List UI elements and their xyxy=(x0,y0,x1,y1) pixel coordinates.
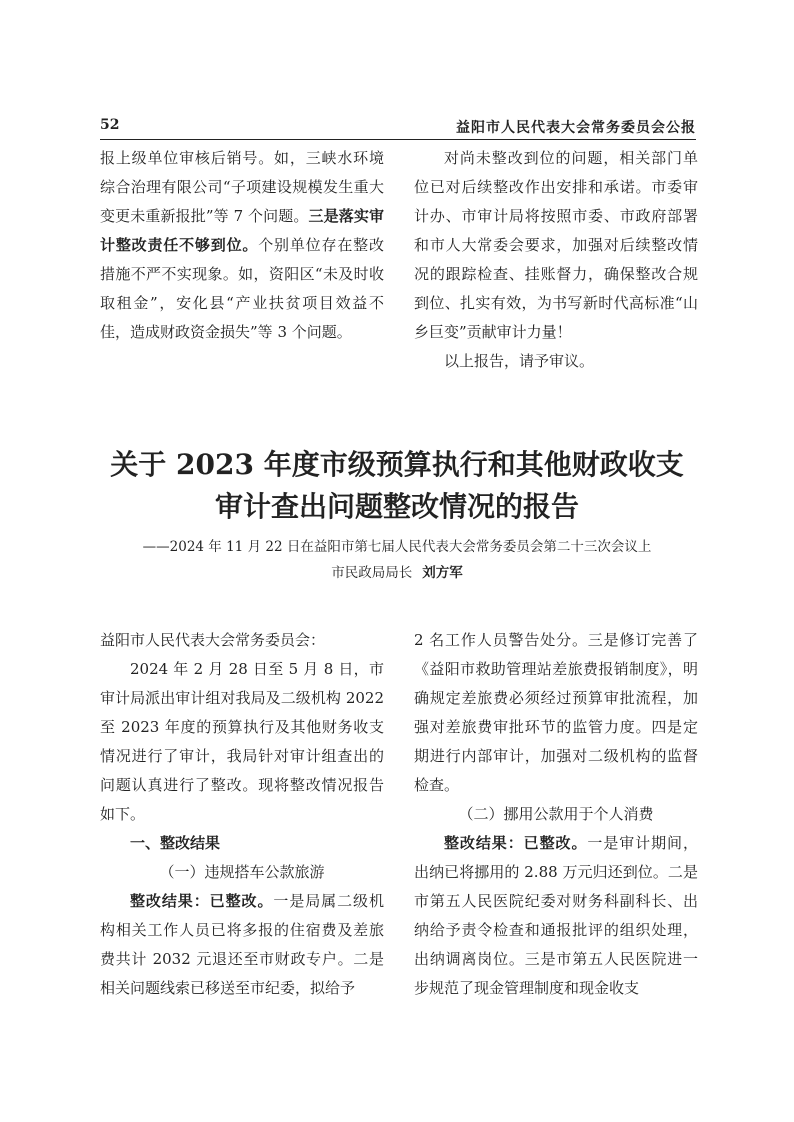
publication-name: 益阳市人民代表大会常务委员会公报 xyxy=(456,120,696,136)
section-heading: 一、整改结果 xyxy=(130,835,221,852)
article-subtitle: ——2024 年 11 月 22 日在益阳市第七届人民代表大会常务委员会第二十三次会议上 xyxy=(142,539,652,555)
body-left-column xyxy=(100,626,384,1003)
top-left-paragraph: 报上级单位审核后销号。如，三峡水环境综合治理有限公司“子项建设规模发生重大变更未重新报批”等 7 个问题。三是落实审计整改责任不够到位。个别单位存在整改措施不严不实现象。如，资阳区“未及时收取租金”，安化县“产业扶贫项目效益不佳，造成财政资金损失”等 3 个问题。 xyxy=(100,149,384,341)
closing-line: 以上报告，请予审议。 xyxy=(444,352,595,370)
header-rule xyxy=(100,139,696,140)
bold-point: 三是落实审计整改责任不够到位。 xyxy=(100,207,384,254)
subsection-heading: （一）违规搭车公款旅游 xyxy=(159,863,325,881)
body-right-column xyxy=(414,626,698,1003)
top-left-column xyxy=(100,144,384,347)
result-label: 整改结果：已整改。 xyxy=(444,835,588,852)
result-label: 整改结果：已整改。 xyxy=(130,893,274,910)
top-right-column xyxy=(414,144,698,376)
article-title: 关于 2023 年度市级预算执行和其他财政收支 审计查出问题整改情况的报告 xyxy=(110,448,684,523)
result-paragraph: 整改结果：已整改。一是审计期间，出纳已将挪用的 2.88 万元归还到位。二是市第五人民医院纪委对财务科副科长、出纳给予责令检查和通报批评的组织处理，出纳调离岗位。三是市第五人民医院进一步规范了现金管理制度和现金收支 xyxy=(414,834,698,997)
page-number: 52 xyxy=(100,117,120,133)
continued-paragraph: 2 名工作人员警告处分。三是修订完善了《益阳市救助管理站差旅费报销制度》，明确规定差旅费必须经过预算审批流程，加强对差旅费审批环节的监管力度。四是定期进行内部审计，加强对二级机构的监督检查。 xyxy=(414,631,698,794)
intro-paragraph: 2024 年 2 月 28 日至 5 月 8 日，市审计局派出审计组对我局及二级机构 2022 至 2023 年度的预算执行及其他财务收支情况进行了审计，我局针对审计组查出的问题认真进行了整改。现将整改情况报告如下。 xyxy=(100,660,384,823)
result-paragraph: 整改结果：已整改。一是局属二级机构相关工作人员已将多报的住宿费及差旅费共计 2032 元退还至市财政专户。二是相关问题线索已移送至市纪委，拟给予 xyxy=(100,892,384,997)
reporter-name: 刘方军 xyxy=(422,565,463,580)
subsection-heading: （二）挪用公款用于个人消费 xyxy=(458,805,654,823)
top-right-paragraph: 对尚未整改到位的问题，相关部门单位已对后续整改作出安排和承诺。市委审计办、市审计局将按照市委、市政府部署和市人大常委会要求，加强对后续整改情况的跟踪检查、挂账督力，确保整改合规到位、扎实有效，为书写新时代高标准“山乡巨变”贡献审计力量！ xyxy=(414,149,698,341)
reporter-role: 市民政局局长 xyxy=(331,565,413,581)
reporter-line xyxy=(60,562,734,584)
page-header xyxy=(100,113,696,137)
salutation: 益阳市人民代表大会常务委员会： xyxy=(100,631,326,649)
